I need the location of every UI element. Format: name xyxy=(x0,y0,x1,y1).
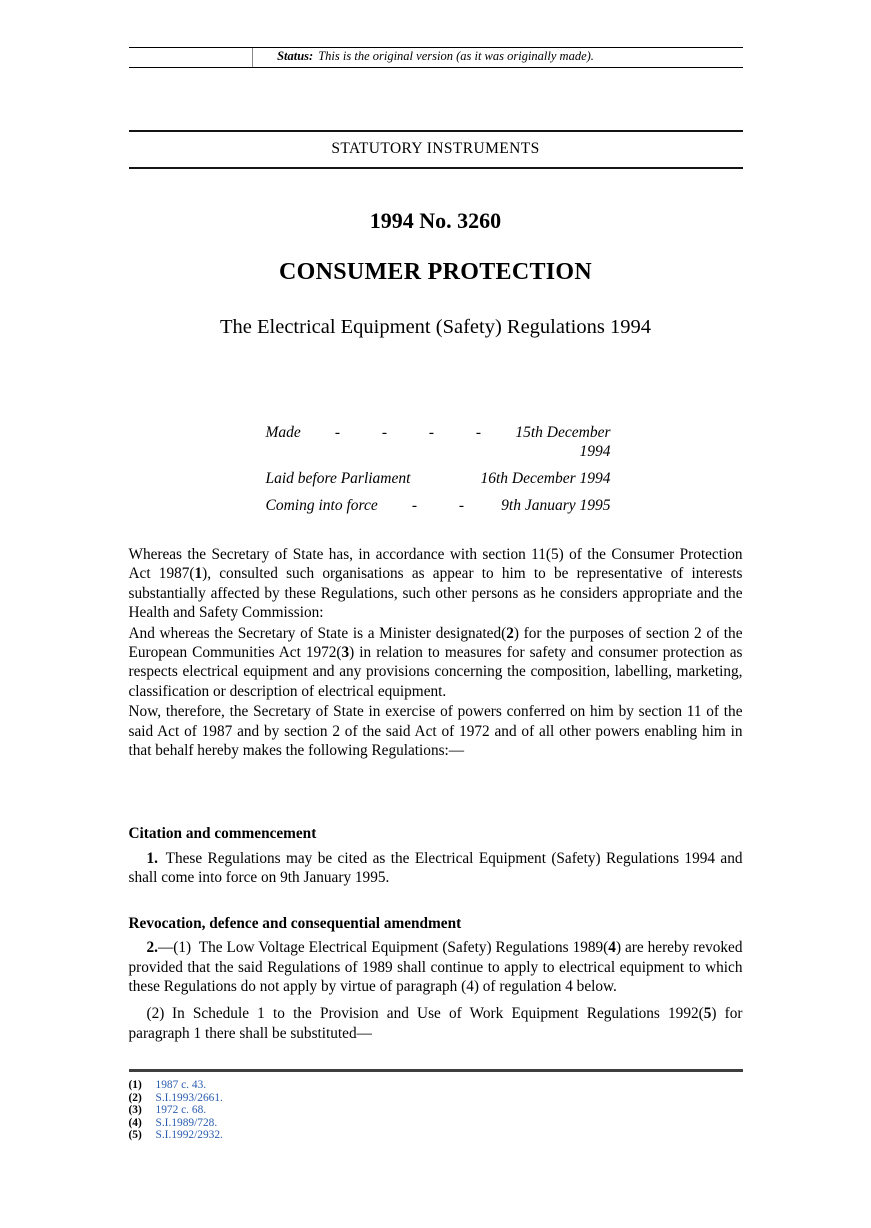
footnote-link[interactable]: 1987 c. 43. xyxy=(155,1079,207,1092)
date-label: Coming into force xyxy=(265,497,378,514)
regulation-section xyxy=(129,914,743,1043)
regulation-paragraph xyxy=(129,938,743,996)
date-dashes: - - xyxy=(411,497,465,514)
date-value: 9th January 1995 xyxy=(501,497,611,514)
section-heading: Revocation, defence and consequential amendment xyxy=(128,914,462,932)
footnote-number: (4) xyxy=(128,1116,142,1129)
footnote-link[interactable]: S.I.1989/728. xyxy=(155,1116,218,1129)
text-run: —(1) The Low Voltage Electrical Equipment (Safety) Regulations 1989( xyxy=(157,939,609,957)
instrument-number: 1994 No. 3260 xyxy=(369,208,502,233)
footnotes-block xyxy=(129,1069,743,1142)
text-run: ), consulted such organisations as appear to him to be representative of interests substantially affected by these Regulations, such other persons as he considers appropriate and the Health and Safety Commission: xyxy=(128,565,743,622)
subject-heading: CONSUMER PROTECTION xyxy=(278,259,593,285)
date-row xyxy=(266,469,611,488)
text-run: ) are hereby revoked provided that the said Regulations of 1989 shall continue to apply to electrical equipment to which these Regulations do not apply by virtue of paragraph (4) of regulation 4 below. xyxy=(128,939,743,995)
footnote-number: (5) xyxy=(128,1129,142,1142)
footnote-marker: 3 xyxy=(341,644,350,662)
text-run: And whereas the Secretary of State is a Minister designated( xyxy=(128,624,507,642)
footnote xyxy=(129,1104,743,1117)
banner-text: STATUTORY INSTRUMENTS xyxy=(331,140,540,157)
regulation-paragraph xyxy=(129,849,743,888)
text-run: ) in relation to measures for safety and consumer protection as respects electrical equipment and any provisions concerning the composition, labelling, marketing, classification or description of electrical equipment. xyxy=(128,644,743,700)
date-row xyxy=(266,496,611,515)
footnote xyxy=(129,1129,743,1142)
date-value: 15th December 1994 xyxy=(515,424,611,460)
text-run: These Regulations may be cited as the Electrical Equipment (Safety) Regulations 1994 and shall come into force on 9th January 1995. xyxy=(128,849,743,887)
footnote-marker: 1. xyxy=(146,849,158,867)
footnote xyxy=(129,1079,743,1092)
date-label: Laid before Parliament xyxy=(265,470,411,487)
date-label: Made xyxy=(265,424,301,441)
status-label: Status: xyxy=(277,49,314,63)
footnote-link[interactable]: S.I.1992/2932. xyxy=(155,1129,223,1142)
status-bar xyxy=(129,47,743,68)
footnote-marker: 1 xyxy=(194,565,203,583)
footnotes-list xyxy=(129,1079,743,1142)
footnote-number: (2) xyxy=(128,1091,142,1104)
page-title: The Electrical Equipment (Safety) Regulations 1994 xyxy=(220,316,651,338)
date-label-group xyxy=(266,496,465,515)
text-run: ) for the purposes of section 2 of the European Communities Act 1972( xyxy=(128,624,743,662)
footnote-marker: 5 xyxy=(703,1005,712,1023)
date-row xyxy=(266,423,611,461)
text-run: Now, therefore, the Secretary of State in exercise of powers conferred on him by section 11 of the said Act of 1987 and by section 2 of the said Act of 1972 and of all other powers enabling him in that behalf hereby makes the following Regulations:— xyxy=(128,703,743,760)
preamble-paragraph xyxy=(129,624,743,702)
regulation-section xyxy=(129,824,743,887)
preamble-paragraph xyxy=(129,545,743,623)
page-content xyxy=(129,0,743,1142)
date-dashes: - - - - xyxy=(334,424,482,441)
preamble-paragraph xyxy=(129,702,743,760)
preamble xyxy=(129,545,743,760)
footnote xyxy=(129,1117,743,1130)
text-run: ) for paragraph 1 there shall be substituted— xyxy=(128,1005,743,1042)
status-cell-divider xyxy=(252,48,253,67)
footnote-marker: 4 xyxy=(608,939,616,957)
date-value: 16th December 1994 xyxy=(480,470,611,487)
footnote-number: (1) xyxy=(128,1079,142,1092)
section-heading: Citation and commencement xyxy=(128,825,317,843)
date-label-group xyxy=(266,469,411,488)
footnote xyxy=(129,1092,743,1105)
footnote-number: (3) xyxy=(128,1104,142,1117)
footnote-link[interactable]: 1972 c. 68. xyxy=(155,1104,207,1117)
footnote-marker: 2 xyxy=(506,624,514,642)
footnote-marker: 2. xyxy=(146,939,158,957)
statutory-instruments-banner xyxy=(129,130,743,169)
dates-table xyxy=(129,423,743,515)
footnote-link[interactable]: S.I.1993/2661. xyxy=(155,1091,223,1104)
regulation-paragraph xyxy=(129,1004,743,1043)
status-text: This is the original version (as it was originally made). xyxy=(318,49,594,63)
sections xyxy=(129,824,743,1043)
text-run: (2) In Schedule 1 to the Provision and Use of Work Equipment Regulations 1992( xyxy=(146,1005,704,1023)
text-run: Whereas the Secretary of State has, in accordance with section 11(5) of the Consumer Protection Act 1987( xyxy=(128,546,743,583)
date-label-group xyxy=(266,423,482,461)
